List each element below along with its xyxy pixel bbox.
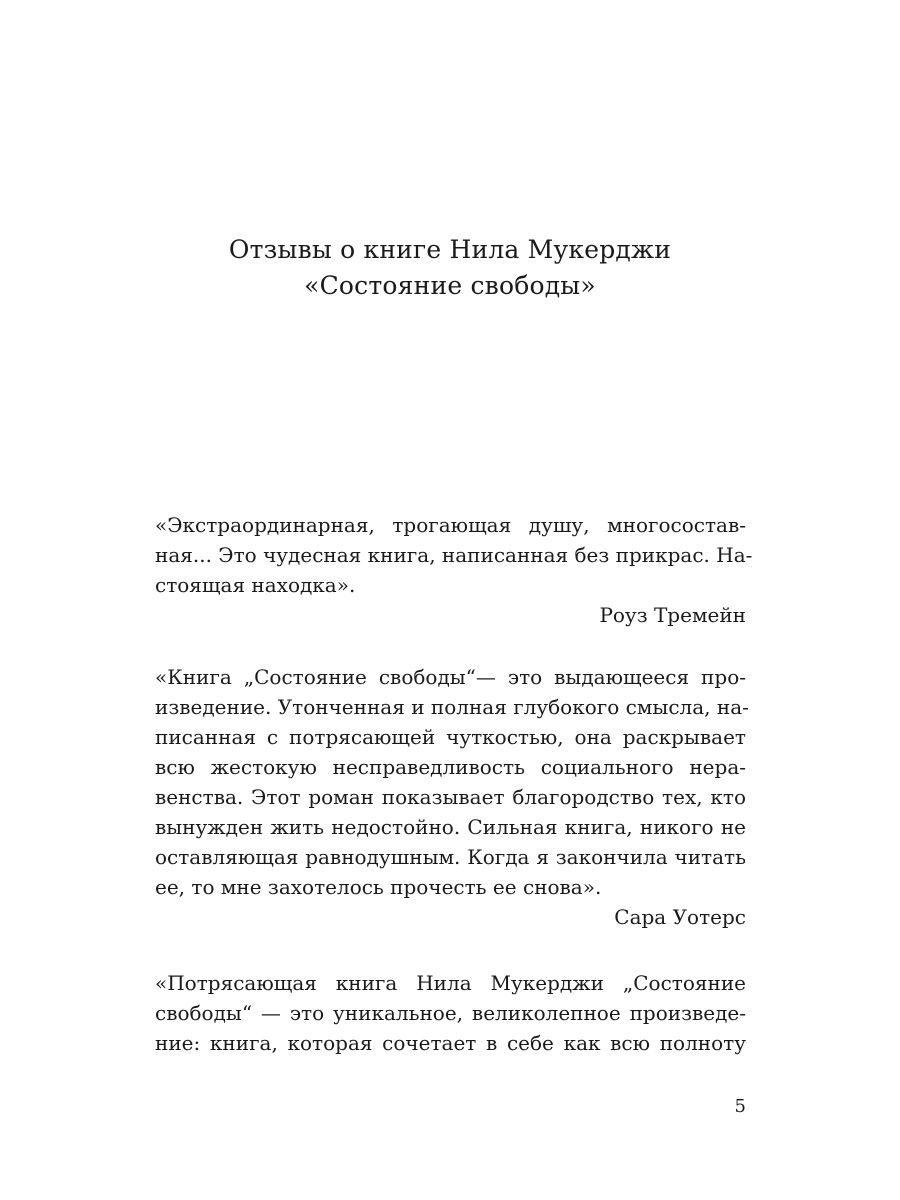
review-text-line: оставляющая равнодушным. Когда я закончила читать <box>155 845 746 869</box>
title-line-2: «Состояние свободы» <box>304 271 596 300</box>
page-number: 5 <box>734 1096 746 1117</box>
review-sarah-waters <box>155 662 749 932</box>
review-third <box>155 968 746 1058</box>
review-text-line: ние: книга, которая сочетает в себе как всю полноту <box>155 1031 746 1055</box>
review-rose-tremain <box>155 510 753 630</box>
review-text-line: ная... Это чудесная книга, написанная без прикрас. На- <box>155 543 753 567</box>
review-text-line: изведение. Утонченная и полная глубокого смысла, на- <box>155 695 749 719</box>
page-title <box>0 232 900 304</box>
review-text-line: ее, то мне захотелось прочесть ее снова». <box>155 875 602 899</box>
review-text-line: стоящая находка». <box>155 573 356 597</box>
review-text-line: «Экстраординарная, трогающая душу, многосостав- <box>155 513 746 537</box>
review-text-line: вынужден жить недостойно. Сильная книга, никого не <box>155 815 746 839</box>
review-text-line: «Книга „Состояние свободы“— это выдающееся про- <box>155 665 746 689</box>
review-text-line: свободы“ — это уникальное, великолепное произведе- <box>155 1001 746 1025</box>
review-author: Сара Уотерс <box>614 905 746 929</box>
title-line-1: Отзывы о книге Нила Мукерджи <box>228 235 672 264</box>
review-text-line: всю жестокую несправедливость социального нера- <box>155 755 746 779</box>
review-author: Роуз Тремейн <box>599 603 746 627</box>
review-text-line: «Потрясающая книга Нила Мукерджи „Состояние <box>155 971 746 995</box>
review-text-line: писанная с потрясающей чуткостью, она раскрывает <box>155 725 746 749</box>
review-text-line: венства. Этот роман показывает благородство тех, кто <box>155 785 746 809</box>
